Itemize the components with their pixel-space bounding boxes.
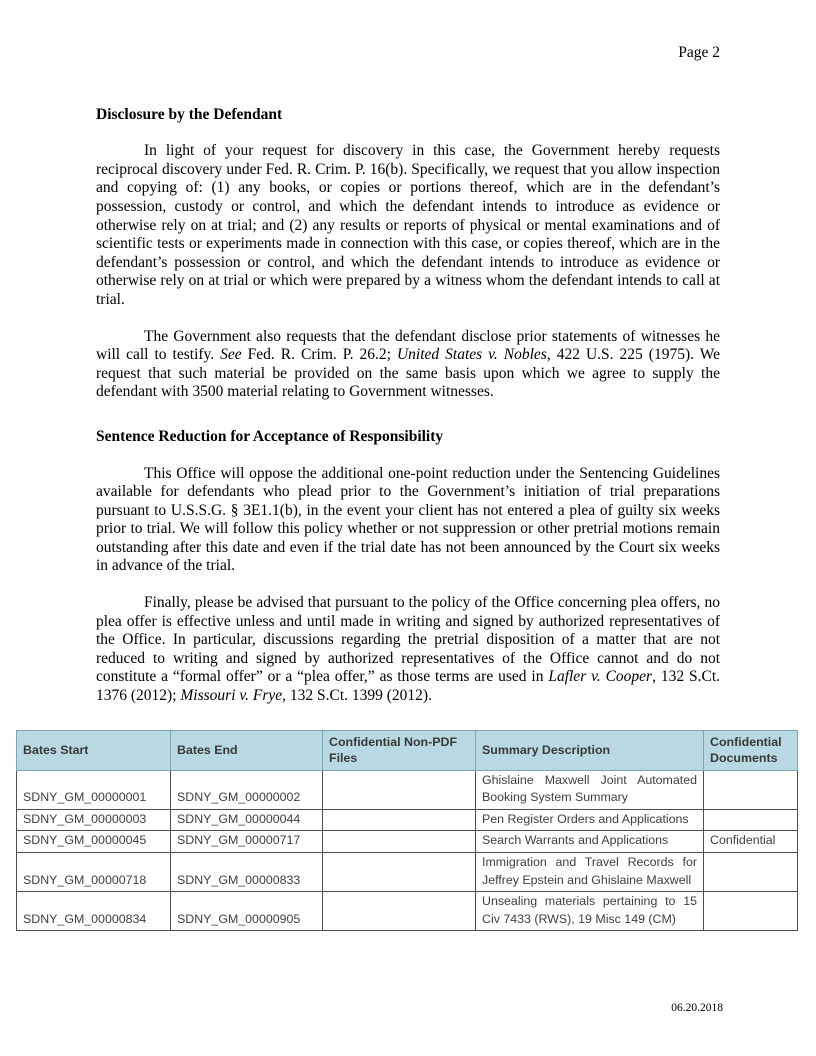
bates-start-cell: SDNY_GM_00000001: [17, 770, 171, 809]
confidential-nonpdf-cell: [323, 892, 476, 931]
confidential-nonpdf-cell: [323, 853, 476, 892]
bates-end-cell: SDNY_GM_00000905: [171, 892, 323, 931]
table-header-row: [17, 730, 798, 770]
bates-end-cell: SDNY_GM_00000044: [171, 809, 323, 831]
confidential-documents-cell: [704, 770, 798, 809]
section-heading-sentence-reduction: Sentence Reduction for Acceptance of Responsibility: [96, 427, 444, 445]
letter-body: [96, 106, 720, 706]
column-header-summary-description: Summary Description: [476, 730, 704, 770]
confidential-nonpdf-cell: [323, 770, 476, 809]
table-row: [17, 892, 798, 931]
summary-description-cell: Immigration and Travel Records for Jeffrey Epstein and Ghislaine Maxwell: [476, 853, 704, 892]
footer-date: 06.20.2018: [671, 1002, 723, 1014]
summary-description-cell: Pen Register Orders and Applications: [476, 809, 704, 831]
confidential-documents-cell: Confidential: [704, 831, 798, 853]
bates-start-cell: SDNY_GM_00000045: [17, 831, 171, 853]
paragraph-acceptance-responsibility: This Office will oppose the additional one-point reduction under the Sentencing Guidelines available for defendants who plead prior to the Government’s initiation of trial preparations pursuant to U.S.S.G. § 3E1.1(b), in the event your client has not entered a plea of guilty six weeks prior to trial. We will follow this policy whether or not suppression or other pretrial motions remain outstanding after this date and even if the trial date has not been announced by the Court six weeks in advance of the trial.: [96, 464, 720, 575]
summary-description-cell: Search Warrants and Applications: [476, 831, 704, 853]
bates-table: [16, 730, 798, 932]
table-row: [17, 809, 798, 831]
confidential-documents-cell: [704, 809, 798, 831]
paragraph-plea-offer-policy: Finally, please be advised that pursuant to the policy of the Office concerning plea offers, no plea offer is effective unless and until made in writing and signed by authorized representatives of the Office. In particular, discussions regarding the pretrial disposition of a matter that are not reduced to writing and signed by authorized representatives of the Office cannot and do not constitute a “formal offer” or a “plea offer,” as those terms are used in Lafler v. Cooper, 132 S.Ct. 1376 (2012); Missouri v. Frye, 132 S.Ct. 1399 (2012).: [96, 594, 720, 705]
page-number: Page 2: [678, 44, 720, 61]
column-header-confidential-documents: Confidential Documents: [704, 730, 798, 770]
column-header-bates-end: Bates End: [171, 730, 323, 770]
bates-end-cell: SDNY_GM_00000833: [171, 853, 323, 892]
paragraph-discovery-request: In light of your request for discovery in this case, the Government hereby requests reciprocal discovery under Fed. R. Crim. P. 16(b). Specifically, we request that you allow inspection and copying of: (1) any books, or copies or portions thereof, which are in the defendant’s possession, custody or control, and which the defendant intends to introduce as evidence or otherwise rely on at trial; and (2) any results or reports of physical or mental examinations and of scientific tests or experiments made in connection with this case, or copies thereof, which are in the defendant’s possession or control, and which the defendant intends to introduce as evidence or otherwise rely on at trial or which were prepared by a witness whom the defendant intends to call at trial.: [96, 142, 720, 308]
table-row: [17, 853, 798, 892]
bates-start-cell: SDNY_GM_00000003: [17, 809, 171, 831]
table-row: [17, 770, 798, 809]
confidential-nonpdf-cell: [323, 831, 476, 853]
confidential-nonpdf-cell: [323, 809, 476, 831]
bates-start-cell: SDNY_GM_00000834: [17, 892, 171, 931]
paragraph-witness-statements: The Government also requests that the defendant disclose prior statements of witnesses he will call to testify. See Fed. R. Crim. P. 26.2; United States v. Nobles, 422 U.S. 225 (1975). We request that such material be provided on the same basis upon which we agree to supply the defendant with 3500 material relating to Government witnesses.: [96, 327, 720, 401]
bates-table-header: [17, 730, 798, 770]
confidential-documents-cell: [704, 892, 798, 931]
column-header-bates-start: Bates Start: [17, 730, 171, 770]
bates-start-cell: SDNY_GM_00000718: [17, 853, 171, 892]
summary-description-cell: Unsealing materials pertaining to 15 Civ 7433 (RWS), 19 Misc 149 (CM): [476, 892, 704, 931]
bates-table-body: [17, 770, 798, 931]
column-header-confidential-nonpdf: Confidential Non-PDF Files: [323, 730, 476, 770]
bates-end-cell: SDNY_GM_00000002: [171, 770, 323, 809]
confidential-documents-cell: [704, 853, 798, 892]
section-heading-disclosure: Disclosure by the Defendant: [96, 105, 283, 123]
table-row: [17, 831, 798, 853]
summary-description-cell: Ghislaine Maxwell Joint Automated Booking System Summary: [476, 770, 704, 809]
bates-end-cell: SDNY_GM_00000717: [171, 831, 323, 853]
